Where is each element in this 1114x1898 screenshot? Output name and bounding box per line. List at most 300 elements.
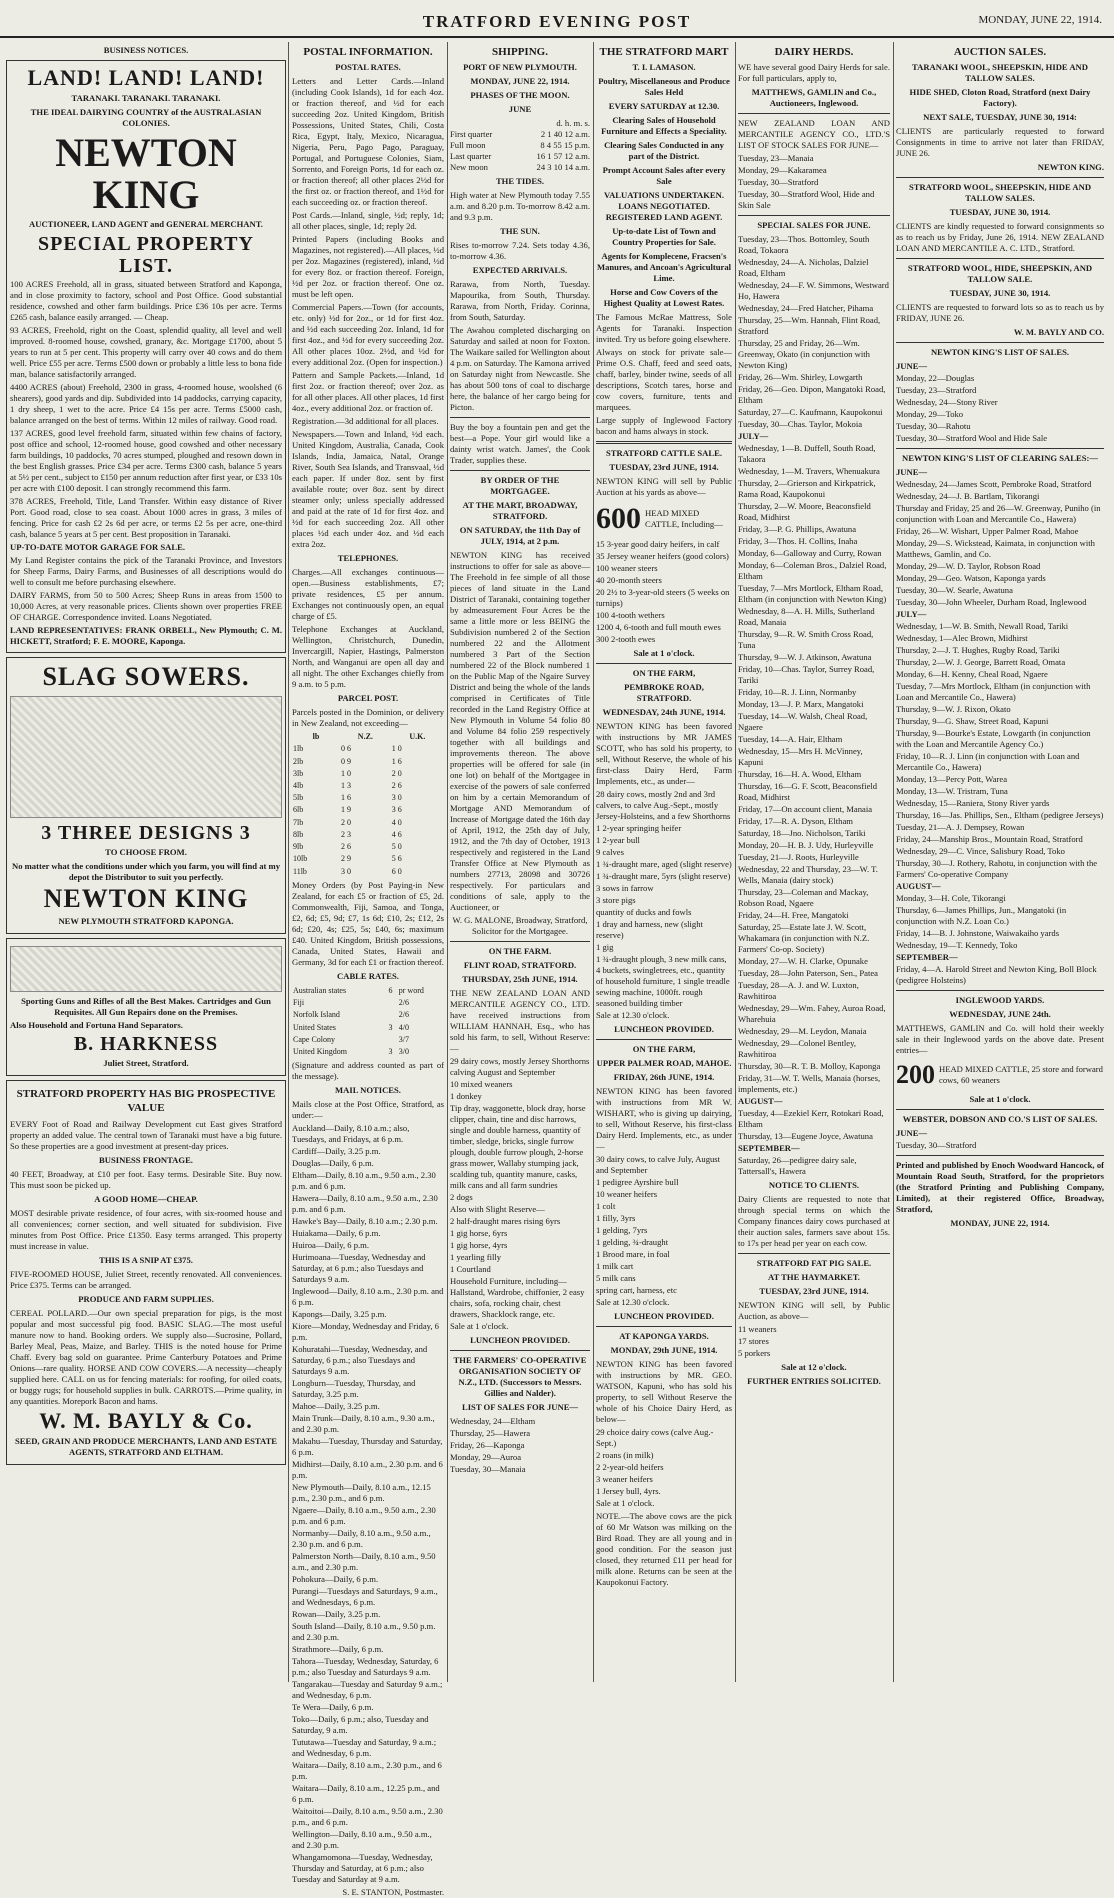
shipping-news: The Awahou completed discharging on Saturday and sailed at noon for Foxton. The Waikare sailed for Wellington about 4 p.m. on Saturday. The Kamona arrived on Saturday night from Newcastle. She has about 500 tons of coal to discharge here, the balance of her cargo being for Picton.	[450, 325, 590, 413]
moon-row	[450, 129, 590, 140]
table-cell: 1 6	[391, 756, 402, 766]
list-item: Sale at 12.30 o'clock.	[596, 1010, 670, 1021]
mail-item: Huiakama—Daily, 6 p.m.	[292, 1228, 381, 1239]
moon-cell: 2 1 40 12 a.m.	[540, 129, 590, 140]
sale-item: Monday, 22—Douglas	[896, 373, 975, 384]
list-item: 2 2-year-old heifers	[596, 1462, 664, 1473]
cable-row	[292, 1034, 444, 1046]
clearing-june-heading: JUNE—	[896, 467, 928, 478]
sale-item: Thursday, 23—Coleman and Mackay, Robson Road, Ngaere	[738, 887, 869, 909]
sale-item: Thursday, 25 and Friday, 26—Wm. Greenway, Okato (in conjunction with Newton King)	[738, 338, 870, 371]
july-sales	[896, 621, 1104, 880]
table-cell: 3	[388, 1022, 393, 1032]
webster-june: JUNE—	[896, 1128, 928, 1139]
mahoe-road: UPPER PALMER ROAD, MAHOE.	[596, 1058, 732, 1069]
divider	[450, 1350, 590, 1351]
list-item: 1 Brood mare, in foal	[596, 1249, 670, 1260]
mail-item: Douglas—Daily, 6 p.m.	[292, 1158, 374, 1169]
tides-text: High water at New Plymouth today 7.55 a.m. and 8.20 p.m. To-morrow 8.42 a.m. and 9.3 p.m.	[450, 190, 590, 223]
sale-item: Thursday, 2—J. T. Hughes, Rugby Road, Tariki	[896, 645, 1060, 656]
list-item: 3 weaner heifers	[596, 1474, 653, 1485]
farm-heading: ON THE FARM,	[632, 668, 696, 679]
parcel-row	[292, 866, 444, 878]
postal-title: POSTAL INFORMATION.	[303, 46, 433, 58]
gun-illustration	[10, 946, 282, 992]
sale-item: Friday, 10—R. J. Linn, Normanby	[738, 687, 857, 698]
sale-item: Tuesday, 4—Ezekiel Kerr, Rotokari Road, Eltham	[738, 1108, 884, 1130]
divider	[896, 1109, 1104, 1110]
june-sales	[896, 373, 1104, 444]
sale-item: Tuesday, 30—Chas. Taylor, Mokoia	[738, 419, 863, 430]
farmers-items	[450, 1416, 590, 1475]
mail-item: Wellington—Daily, 8.10 a.m., 9.50 a.m., and 2.30 p.m.	[292, 1829, 432, 1851]
sale-item: Tuesday, 30—Rahotu	[896, 421, 971, 432]
list-item: 1 ¾-draught mare, 5yrs (slight reserve)	[596, 871, 731, 882]
sale-item: Tuesday, 23—Manaia	[738, 153, 814, 164]
inglewood-yards: INGLEWOOD YARDS.	[955, 995, 1045, 1006]
auctioneer-subtitle: AUCTIONEER, LAND AGENT and GENERAL MERCHANT.	[29, 219, 263, 230]
sale-item: Thursday, 9—G. Shaw, Street Road, Kapuni	[896, 716, 1049, 727]
cable-row	[292, 985, 444, 997]
special-property-list-title: SPECIAL PROPERTY LIST.	[38, 233, 254, 278]
list-item: 1200 4, 6-tooth and full mouth ewes	[596, 622, 721, 633]
august-sales	[896, 893, 1104, 951]
table-cell: 7lb	[293, 817, 304, 827]
september-sales	[738, 1155, 890, 1177]
wool-heading-3: STRATFORD WOOL, HIDE, SHEEPSKIN, AND TALLOW SALE.	[907, 263, 1093, 285]
bayly-sub: SEED, GRAIN AND PRODUCE MERCHANTS, LAND AND ESTATE AGENTS, STRATFORD AND ELTHAM.	[14, 1435, 278, 1457]
list-item: 11 weaners	[738, 1324, 777, 1335]
cable-note: (Signature and address counted as part of the message).	[292, 1060, 444, 1082]
sale-item: Monday, 13—W. Tristram, Tuna	[896, 786, 1008, 797]
property-item: 93 ACRES, Freehold, right on the Coast, splendid quality, all level and well improved. 8-roomed house, cowshed, granary, &c. Mortgage £1700, about 5 years to run at 5 per cent. This property will carry over 40 cows and do them well. Price £55 per acre. Terms £500 down or probably a little less to bona fide man, balance satisfactorily arranged.	[10, 325, 282, 380]
cattle-date: TUESDAY, 23rd JUNE, 1914.	[609, 462, 719, 473]
clearing-heading: NEWTON KING'S LIST OF CLEARING SALES:—	[902, 453, 1098, 464]
table-cell: 1 0	[391, 744, 402, 754]
list-item: Also with Slight Reserve—	[450, 1204, 545, 1215]
divider	[450, 417, 590, 418]
luncheon: LUNCHEON PROVIDED.	[470, 1335, 570, 1346]
parcel-text: Parcels posted in the Dominion, or delivery in New Zealand, not exceeding—	[292, 707, 444, 729]
pig-intro: NEWTON KING will sell, by Public Auction, as above—	[738, 1300, 890, 1322]
hide-shed: HIDE SHED, Cloton Road, Stratford (next Dairy Factory).	[909, 87, 1091, 109]
mail-item: Toko—Daily, 6 p.m.; also, Tuesday and Saturday, 9 a.m.	[292, 1714, 429, 1736]
august-heading: AUGUST—	[896, 881, 941, 892]
column-business-notices	[6, 42, 286, 1682]
list-item: 29 choice dairy cows (calve Aug.-Sept.)	[596, 1427, 714, 1449]
sale-item: Tuesday, 30—Stratford	[896, 1140, 977, 1151]
september-heading: SEPTEMBER—	[896, 952, 958, 963]
sale-item: Thursday, 2—W. Moore, Beaconsfield Road, Midhirst	[738, 501, 871, 523]
mail-item: Tahora—Tuesday, Wednesday, Saturday, 6 p.m.; also Tuesday and Saturdays 9 a.m.	[292, 1656, 439, 1678]
parcel-row	[292, 768, 444, 780]
property-item: UP-TO-DATE MOTOR GARAGE FOR SALE.	[10, 542, 185, 553]
pig-sale-time: Sale at 12 o'clock.	[781, 1362, 847, 1373]
commercial-text: Commercial Papers.—Town (for accounts, etc. only) ½d for 2oz., or 1d for first 4oz. and ½d each succeeding 2oz. Inland, 1d for first 4oz., and ½d for every succeeding 2oz. All other places 10oz. 2½d, and ½d for every additional 2oz. (Open for inspection.)	[292, 302, 444, 368]
notice-heading: NOTICE TO CLIENTS.	[768, 1180, 860, 1191]
newton-king-property-ad	[6, 60, 286, 653]
table-cell: 3 0	[341, 866, 352, 876]
mart-location: AT THE MART, BROADWAY, STRATFORD.	[462, 500, 578, 522]
sale-item: Wednesday, 22 and Thursday, 23—W. T. Wells, Manaia (dairy stock)	[738, 864, 878, 886]
table-cell	[388, 997, 398, 1009]
sale-item: Tuesday, 14—A. Hair, Eltham	[738, 734, 843, 745]
cable-row	[292, 1009, 444, 1021]
sale-item: Wednesday, 8—A. H. Mills, Sutherland Road, Manaia	[738, 606, 875, 628]
parcel-heading: PARCEL POST.	[337, 693, 399, 704]
clients-2: CLIENTS are kindly requested to forward consignments so as to reach us by Friday, June 26, 1914. NEW ZEALAND LOAN AND MERCANTILE A. C. LTD., Stratford.	[896, 221, 1104, 254]
table-cell: 1 6	[341, 793, 352, 803]
list-item: 1 ¾-draught plough, 3 new milk cans, 4 buckets, swingletrees, etc., quantity of household furniture, 1 single treadle sewing machine, 1000ft. rough seasoned building timber	[596, 954, 730, 1009]
list-item: 29 dairy cows, mostly Jersey Shorthorns calving August and September	[450, 1056, 590, 1078]
nzla-sales	[738, 153, 890, 211]
table-cell: 2lb	[293, 756, 304, 766]
sale-item: Wednesday, 1—Alec Brown, Midhirst	[896, 633, 1028, 644]
slag-sowers-title: SLAG SOWERS.	[42, 662, 250, 692]
pig-date: TUESDAY, 23rd JUNE, 1914.	[759, 1286, 869, 1297]
list-item: 9 calves	[596, 847, 624, 858]
mail-item: Rowan—Daily, 3.25 p.m.	[292, 1609, 381, 1620]
table-cell: 2/6	[398, 998, 409, 1008]
list-item: 1 2-year bull	[596, 835, 640, 846]
table-cell: 4lb	[293, 781, 304, 791]
table-cell: 1lb	[293, 744, 304, 754]
list-item: Friday, 26—Kaponga	[450, 1440, 525, 1451]
good-home: A GOOD HOME—CHEAP.	[94, 1193, 198, 1204]
column-dairy-herds	[738, 42, 890, 1682]
list-item: Household Furniture, including—Hallstand, Wardrobe, chiffonier, 2 easy chairs, sofa, rocking chair, chest drawers, Shacklock range, etc.	[450, 1276, 585, 1320]
business-frontage: BUSINESS FRONTAGE.	[99, 1154, 193, 1165]
table-cell: 6	[388, 985, 393, 995]
inglewood-count-block	[896, 1058, 1104, 1091]
table-cell: 10lb	[293, 854, 308, 864]
prompt-sales: Prompt Account Sales after every Sale	[602, 165, 726, 187]
table-cell	[388, 1009, 398, 1021]
matthews-gamlin: MATTHEWS, GAMLIN and Co., Auctioneers, Inglewood.	[751, 87, 877, 109]
mail-item: Kohuratahi—Tuesday, Wednesday, and Saturday, 6 p.m.; also Tuesdays and Saturdays 9 a.m.	[292, 1344, 428, 1377]
table-cell: Fiji	[293, 998, 305, 1008]
sale-item: Thursday, 16—Jas. Phillips, Sen., Eltham (pedigree Jerseys)	[896, 810, 1104, 821]
shipping-date: MONDAY, JUNE 22, 1914.	[470, 76, 570, 87]
list-item: 3 sows in farrow	[596, 883, 654, 894]
moon-units: d. h. m. s.	[556, 118, 590, 129]
sale-item: Wednesday, 1—M. Travers, Whenuakura	[738, 466, 880, 477]
tides-heading: THE TIDES.	[495, 176, 545, 187]
table-cell: 3	[388, 1047, 393, 1057]
notice-text: Dairy Clients are requested to note that through special terms on which the Company finances dairy cows purchased at their auction sales, farmers save about 15s. to 17s per head per year on each cow.	[738, 1194, 890, 1249]
list-item: 1 pedigree Ayrshire bull	[596, 1177, 679, 1188]
parcel-table	[292, 731, 444, 878]
divider	[896, 1155, 1104, 1156]
list-item: quantity of ducks and fowls	[596, 907, 692, 918]
parcel-row	[292, 804, 444, 816]
mail-item: Kiore—Monday, Wednesday and Friday, 6 p.m.	[292, 1321, 439, 1343]
cable-table	[292, 985, 444, 1058]
slag-sower-illustration	[10, 696, 282, 818]
letters-text: Letters and Letter Cards.—Inland (including Cook Islands), 1d for each 4oz. or fraction thereof, and ½d for each succeeding 2oz. United Kingdom, British Possessions, United States, Chili, Costa Rica, Egypt, Italy, Mexico, Nicaragua, Nigeria, Peru, Pago Pago, Paraguay, Portugal, and Portuguese Colonies, Siam, Sorrento, and Foreign Ports, 1d for each oz. or fraction thereof; all other places 2½d for the first oz. or fraction thereof, and 1½d for each succeeding oz. or fraction thereof.	[292, 76, 444, 208]
cable-heading: CABLE RATES.	[337, 970, 399, 981]
table-cell: 11lb	[293, 866, 307, 876]
moon-cell: New moon	[450, 162, 488, 173]
slag-sowers-ad	[6, 657, 286, 934]
postal-rates: POSTAL RATES.	[335, 62, 401, 73]
further-entries: FURTHER ENTRIES SOLICITED.	[747, 1376, 881, 1387]
cattle-items	[596, 539, 732, 645]
property-list: Up-to-date List of Town and Country Properties for Sale.	[612, 226, 716, 248]
sale-item: Tuesday, 28—John Paterson, Sen., Patea	[738, 968, 878, 979]
flint-road: FLINT ROAD, STRATFORD.	[463, 960, 577, 971]
list-item: 1 gelding, ¾-draught	[596, 1237, 669, 1248]
divider	[896, 342, 1104, 343]
solicitor: W. G. MALONE, Broadway, Stratford, Solicitor for the Mortgagee.	[452, 915, 588, 937]
sale-item: Wednesday, 24—F. W. Simmons, Westward Ho, Hawera	[738, 280, 889, 302]
divider	[450, 941, 590, 942]
watson-note: NOTE.—The above cows are the pick of 60 Mr Watson was milking on the Bird Road. They are all young and in good condition. For the season just closed, they returned £11 per head for milk alone. Returns can be seen at the Kaupokonui Factory.	[596, 1511, 732, 1588]
list-item: 1 gig	[596, 942, 614, 953]
newspapers-text: Newspapers.—Town and Inland, ½d each. United Kingdom, Australia, Canada, Cook Islands, India, Jamaica, Natal, Orange River, South Sea Islands, and Transvaal, ½d each paper. If under 8oz. sent by first available route; over 8oz. sent by direct steamer only; unless specially addressed and paid at the rate of 1d for first 4oz. and ½d for each succeeding 2oz. All other places ½d each under 4oz. and ½d each extra 2oz.	[292, 429, 444, 550]
bayly-property-ad	[6, 1080, 286, 1464]
moon-cell: First quarter	[450, 129, 493, 140]
list-item: Sale at 1 o'clock.	[596, 1498, 655, 1509]
list-item: 2 half-draught mares rising 6yrs	[450, 1216, 561, 1227]
harkness-gun-ad	[6, 938, 286, 1076]
mail-item: Te Wera—Daily, 6 p.m.	[292, 1702, 374, 1713]
moon-cell: 24 3 10 14 a.m.	[536, 162, 590, 173]
list-item: 20 2½ to 3-year-old steers (5 weeks on turnips)	[596, 587, 730, 609]
table-cell: 2 0	[391, 768, 402, 778]
sale-item: Tuesday, 30—John Wheeler, Durham Road, Inglewood	[896, 597, 1087, 608]
sale-item: Saturday, 25—Estate late J. W. Scott, Whakamara (in conjunction with N.Z. Farmers' Co-op. Society)	[738, 922, 870, 955]
bayly-name: W. M. BAYLY & Co.	[39, 1407, 253, 1433]
divider	[738, 1253, 890, 1254]
mail-item: Purangi—Tuesdays and Saturdays, 9 a.m., and Wednesdays, 6 p.m.	[292, 1586, 438, 1608]
table-cell: 4/0	[398, 1022, 409, 1032]
section-heading: BUSINESS NOTICES.	[103, 45, 189, 55]
sale-item: Wednesday, 24—Stony River	[896, 397, 998, 408]
list-item: 100 4-tooth wethers	[596, 610, 665, 621]
special-sales-heading: SPECIAL SALES FOR JUNE.	[757, 220, 871, 231]
sale-item: Monday, 6—Coleman Bros., Dalziel Road, Eltham	[738, 560, 887, 582]
mail-item: Waitara—Daily, 8.10 a.m., 2.30 p.m., and 6 p.m.	[292, 1760, 442, 1782]
sale-item: Thursday, 30—J. Rothery, Rahotu, in conjunction with the Farmers' Co-operative Company	[896, 858, 1098, 880]
sale-item: Wednesday, 24—J. B. Bartlam, Tikorangi	[896, 491, 1040, 502]
sale-item: Monday, 20—H. B. J. Udy, Hurleyville	[738, 840, 874, 851]
newton-king-name: NEWTON KING	[55, 130, 237, 218]
newton-king-sign: NEWTON KING.	[1037, 162, 1104, 173]
mail-item: South Island—Daily, 8.10 a.m., 9.50 p.m. and 2.30 p.m.	[292, 1621, 436, 1643]
table-cell: 5 6	[391, 854, 402, 864]
haymarket: AT THE HAYMARKET.	[768, 1272, 860, 1283]
list-item: 3 store pigs	[596, 895, 636, 906]
table-cell	[388, 1034, 398, 1046]
valuations: VALUATIONS UNDERTAKEN. LOANS NEGOTIATED. REGISTERED LAND AGENT.	[603, 190, 725, 223]
sale-item: Wednesday, 29—Wm. Fahey, Auroa Road, Wharehuia	[738, 1003, 886, 1025]
slag-note: No matter what the conditions under which you farm, you will find at my depot the Distributor to suit you perfectly.	[11, 860, 280, 882]
list-item: 1 gig horse, 4yrs	[450, 1240, 508, 1251]
divider	[738, 215, 890, 216]
sale-item: Friday, 10—Chas. Taylor, Surrey Road, Tariki	[738, 664, 875, 686]
sale-item: Tuesday, 30—W. Searle, Awatuna	[896, 585, 1013, 596]
farmers-coop: THE FARMERS' CO-OPERATIVE ORGANISATION SOCIETY OF N.Z., LTD. (Successors to Messrs. Gillies and Nalder).	[453, 1355, 587, 1399]
moon-cell: Full moon	[450, 140, 486, 151]
sale-item: Tuesday, 28—A. J. and W. Luxton, Rawhitiroa	[738, 980, 859, 1002]
column-stratford-mart	[596, 42, 732, 1682]
cattle-count-block	[596, 500, 732, 538]
mail-list	[292, 1123, 444, 1885]
divider	[596, 441, 732, 444]
every-saturday: EVERY SATURDAY at 12.30.	[608, 101, 720, 112]
sale-item: Wednesday, 24—James Scott, Pembroke Road, Stratford	[896, 479, 1092, 490]
newton-king-name: NEWTON KING	[43, 883, 249, 913]
bayly-sign: W. M. BAYLY AND CO.	[1013, 327, 1104, 338]
moon-cell: Last quarter	[450, 151, 492, 162]
property-item: DAIRY FARMS, from 50 to 500 Acres; Sheep Runs in areas from 1500 to 10,000 Acres, at very reasonable prices. Clients shown over properties FREE OF CHARGE. Correspondence invited. Loans Negotiated.	[10, 590, 282, 623]
mortgagee-text: NEWTON KING has received instructions to offer for sale as above— The Freehold in fee simple of all those pieces of land situate in the Land District of Taranaki, containing together by admeasurement Four Acres be the same a little more or less BEING the Subdivision numbered 2 of the Section numbered 22 and the Allotment numbered 3 Part of the Section numbered 22 of the Block numbered 1 on the Public Map of the Ngaire Survey District and being the whole of the lands comprised in Certificates of Title recorded in the Land Registry Office at New Plymouth in Volume 54 folio 80 and Volume 84 folio 259 respectively together with all buildings and improvements thereon. The above properties will be offered for sale (in one lot) on behalf of the Mortgagee in exercise of the powers of sale conferred on him by a certain Memorandum of Mortgage AND Memorandum of Increase of Mortgage dated the 16th day of April, 1912, the 25th day of July, 1912, and the 7th day of October, 1913 respectively and registered in the Land Transfer Office at New Plymouth as numbers 27713, 28098 and 30726 respectively. For particulars and conditions of sale, apply to the Auctioneer, or	[450, 550, 590, 913]
list-item: 2 dogs	[450, 1192, 473, 1203]
list-item: 28 dairy cows, mostly 2nd and 3rd calvers, to calve Aug.-Sept., mostly Jersey-Holsteins, and a few Shorthorns	[596, 789, 731, 822]
list-item: 15 3-year good dairy heifers, in calf	[596, 539, 720, 550]
column-rule	[735, 42, 736, 1682]
table-cell: 3 0	[391, 793, 402, 803]
arrivals-heading: EXPECTED ARRIVALS.	[472, 265, 568, 276]
table-cell: 2 6	[341, 842, 352, 852]
list-item: 5 porkers	[738, 1348, 771, 1359]
sale-item: Wednesday, 1—W. B. Smith, Newall Road, Tariki	[896, 621, 1069, 632]
sun-text: Rises to-morrow 7.24. Sets today 4.36, to-morrow 4.36.	[450, 240, 590, 262]
divider	[896, 258, 1104, 259]
webster-heading: WEBSTER, DOBSON AND CO.'S LIST OF SALES.	[902, 1114, 1098, 1125]
scott-text: NEWTON KING has been favored with instructions by MR JAMES SCOTT, who has sold his property, to sell, Without Reserve, the whole of his first-class Dairy Herd, Farm Implements, etc., as under—	[596, 721, 732, 787]
arrivals-text: Rarawa, from North, Tuesday. Mapourika, from South, Thursday. Rarawa, from North, Friday. Corinna, from South, Saturday.	[450, 279, 590, 323]
list-item: 1 gelding, 7yrs	[596, 1225, 648, 1236]
sale-item: Friday, 31—W. T. Wells, Manaia (horses, implements, etc.)	[738, 1073, 881, 1095]
list-item: 100 weaner steers	[596, 563, 658, 574]
july-heading: JULY—	[896, 609, 927, 620]
separators-text: Also Household and Fortuna Hand Separators.	[10, 1020, 183, 1031]
sale-item: Wednesday, 24—Fred Hatcher, Pihama	[738, 303, 874, 314]
sale-item: Tuesday, 7—Mrs Mortlock, Eltham (in conjunction with Loan and Mercantile Co., Hawera)	[896, 681, 1091, 703]
clearing-2: Clearing Sales Conducted in any part of the District.	[604, 140, 724, 162]
mail-item: Palmerston North—Daily, 8.10 a.m., 9.50 a.m., and 2.30 p.m.	[292, 1551, 436, 1573]
fountain-pen-ad: Buy the boy a fountain pen and get the best—a Pope. Your girl would like a dainty wrist watch. James', the Cook Trader, supplies these.	[450, 422, 590, 466]
table-cell: pr word	[398, 985, 424, 995]
inglewood-count: 200	[896, 1060, 935, 1090]
mail-item: Makahu—Tuesday, Thursday and Saturday, 6 p.m.	[292, 1436, 443, 1458]
snip-text: FIVE-ROOMED HOUSE, Juliet Street, recently renovated. All conveniences. Price £375. Terms can be arranged.	[10, 1268, 282, 1290]
sale-item: Friday, 4—A. Harold Street and Newton King, Boll Block (pedigree Holsteins)	[896, 964, 1097, 986]
thursday-date: THURSDAY, 25th JUNE, 1914.	[462, 974, 578, 985]
money-orders-text: Money Orders (by Post Paying-in New Zealand, for each £5 or fraction of £5, 2d. Commonwealth, Fiji, Samoa, and Tonga, £2, 6d; £5, 9d; £7, 1s 6d; £10, 2s; £12, 2s 6d; £20, 4s; £25, 5s; £40, 6s; maximum £40. United Kingdom, British possessions, Canada, United States, Hawaii and Germany, 3d for each £1 or fraction thereof.	[292, 879, 444, 967]
sale-item: Wednesday, 29—Colonel Bentley, Rawhitiroa	[738, 1038, 857, 1060]
property-value-title: STRATFORD PROPERTY HAS BIG PROSPECTIVE VALUE	[16, 1088, 276, 1115]
matthews-text: MATTHEWS, GAMLIN and Co. will hold their weekly sale in their Inglewood yards on the above date. Present entries—	[896, 1023, 1104, 1056]
list-item: 1 dray and harness, new (slight reserve)	[596, 919, 703, 941]
sale-item: Monday, 13—Percy Pott, Warea	[896, 774, 1008, 785]
issue-date: MONDAY, JUNE 22, 1914.	[978, 14, 1102, 26]
table-cell: Australian states	[293, 985, 347, 995]
snip: THIS IS A SNIP AT £375.	[99, 1254, 193, 1265]
list-item: Tuesday, 30—Manaia	[450, 1464, 526, 1475]
mail-item: New Plymouth—Daily, 8.10 a.m., 12.15 p.m., 2.30 p.m., and 6 p.m.	[292, 1482, 431, 1504]
inglewood-count-text: HEAD MIXED CATTLE, 25 store and forward cows, 60 weaners	[939, 1063, 1103, 1085]
list-item: spring cart, harness, etc	[596, 1285, 677, 1296]
sale-item: Wednesday, 24—A. Nicholas, Dalziel Road, Eltham	[738, 257, 869, 279]
wishart-text: NEWTON KING has been favored with instructions from MR W. WISHART, who is giving up dairying, to sell, Without Reserve, his first-class Dairy Herd. Implements, etc., as under—	[596, 1086, 732, 1152]
cable-row	[292, 997, 444, 1009]
clients-1: CLIENTS are particularly requested to forward Consignments in time to arrive not later than FRIDAY, JUNE 26.	[896, 126, 1104, 159]
luncheon: LUNCHEON PROVIDED.	[614, 1024, 714, 1035]
stock: Always on stock for private sale—Prime O.S. Chaff, feed and seed oats, chaff, barley, binder twine, seeds of all descriptions, Scotch tares, horse and cow covers, furniture, tents and marquees.	[596, 347, 732, 413]
sale-item: Tuesday, 23—Thos. Bottomley, South Road, Tokaora	[738, 234, 870, 256]
pembroke-road: PEMBROKE ROAD, STRATFORD.	[624, 682, 704, 704]
special-sales	[738, 234, 890, 430]
wool-date-2: TUESDAY, JUNE 30, 1914.	[949, 207, 1051, 218]
divider	[738, 113, 890, 114]
list-item: 1 2-year springing heifer	[596, 823, 682, 834]
cattle-count-text: HEAD MIXED CATTLE, Including—	[645, 508, 723, 530]
column-auction-sales	[896, 42, 1104, 1682]
mail-item: Whangamomona—Tuesday, Wednesday, Thursday and Saturday, at 6 p.m.; also Tuesday and Saturday at 9 a.m.	[292, 1852, 433, 1885]
divider	[450, 470, 590, 471]
mail-item: Waitara—Daily, 8.10 a.m., 12.25 p.m., and 6 p.m.	[292, 1783, 440, 1805]
patterns-text: Pattern and Sample Packets.—Inland, 1d first 2oz. or fraction thereof; over 2oz. as for all other places. All other places, 1d first 4oz., every additional 2oz. or fraction of.	[292, 370, 444, 414]
column-shipping	[450, 42, 590, 1682]
list-item: Sale at 1 o'clock.	[450, 1321, 509, 1332]
column-rule	[447, 42, 448, 1682]
sale-item: Friday, 17—On account client, Manaia	[738, 804, 873, 815]
land-representatives: LAND REPRESENTATIVES: FRANK ORBELL, New Plymouth; C. M. HICKETT, Stratford; F. E. MOORE, Kaponga.	[10, 625, 282, 647]
table-cell: 4 0	[391, 817, 402, 827]
column-rule	[288, 42, 289, 1682]
list-item: 1 donkey	[450, 1091, 482, 1102]
cattle-sale: STRATFORD CATTLE SALE.	[606, 448, 722, 459]
table-cell: 0 6	[341, 744, 352, 754]
table-cell: 2 6	[391, 781, 402, 791]
ideal-country-line: THE IDEAL DAIRYING COUNTRY of the AUSTRALASIAN COLONIES.	[30, 107, 262, 129]
divider	[596, 1326, 732, 1327]
property-item: 137 ACRES, good level freehold farm, situated within few chains of factory, post office and school, 12-roomed house, good cowshed and other necessary farm buildings, 10 paddocks, 70 acres stumped, ploughed and resown down in the best English grasses. Price £34 per acre. Terms £300 cash, balance 5 years at 5½ per cent., subject to £150 per annum reduction after first year, or £33 10s per acre with £100 deposit. I can strongly recommend this farm.	[10, 428, 282, 494]
sale-item: Saturday, 26—pedigree dairy sale, Tattersall's, Hawera	[738, 1155, 857, 1177]
list-item: 2 roans (in milk)	[596, 1450, 654, 1461]
sale-item: Wednesday, 19—T. Kennedy, Toko	[896, 940, 1018, 951]
list-item: 30 dairy cows, to calve July, August and September	[596, 1154, 721, 1176]
mail-item: Kapongs—Daily, 3.25 p.m.	[292, 1309, 387, 1320]
nzla-text: THE NEW ZEALAND LOAN AND MERCANTILE AGENCY CO., LTD. have received instructions from WILLIAM HANNAH, Esq., who has sold his farm, to sell, Without Reserve:—	[450, 988, 590, 1054]
nk-list-heading: NEWTON KING'S LIST OF SALES.	[930, 347, 1070, 358]
mart-title: THE STRATFORD MART	[599, 46, 729, 58]
mattress: The Famous McRae Mattress, Sole Agents for Taranaki. Inspection invited. Try us before going elsewhere.	[596, 312, 732, 345]
list-item: Tip dray, waggonette, block dray, horse clipper, chain, tine and disc harrows, single and double harness, quantity of timber, sledge, bricks, single furrow plough, double furrow plough, 2-horse grass mower, Wallaby stumping jack, scalding tub, quantity manure, casks, milk cans and all farm sundries	[450, 1103, 586, 1191]
list-item: 17 stores	[738, 1336, 769, 1347]
sale-item: Friday, 26—W. Wishart, Upper Palmer Road, Mahoe	[896, 526, 1079, 537]
sale-item: Friday, 14—B. J. Johnstone, Waiwakaiho yards	[896, 928, 1060, 939]
mail-item: Waitoitoi—Daily, 8.10 a.m., 9.50 a.m., 2.30 p.m., and 6 p.m.	[292, 1806, 443, 1828]
sale-item: Monday, 29—Kakaramea	[738, 165, 827, 176]
sale-item: Friday, 24—Manship Bros., Mountain Road, Stratford	[896, 834, 1083, 845]
masthead	[0, 0, 1114, 38]
imprint: Printed and published by Enoch Woodward Hancock, of Mountain Road South, Stratford, for the proprietors (the Stratford Printing and Publishing Company, Limited), at their registered Office, Broadway, Stratford,	[896, 1160, 1104, 1215]
divider	[896, 177, 1104, 178]
clients-3: CLIENTS are requested to forward lots so as to reach us by FRIDAY, JUNE 26.	[896, 302, 1104, 324]
sale-item: Thursday, 9—R. W. Smith Cross Road, Tuna	[738, 629, 874, 651]
list-item: 10 mixed weaners	[450, 1079, 513, 1090]
property-value-text: EVERY Foot of Road and Railway Development cut East gives Stratford property an added value. The central town of Taranaki must have a big future. So these properties are a good investment at present-day prices.	[10, 1118, 282, 1151]
sale-item: Thursday, 25—Wm. Hannah, Flint Road, Stratford	[738, 315, 881, 337]
farmers-list-heading: LIST OF SALES FOR JUNE—	[461, 1402, 579, 1413]
imprint-date: MONDAY, JUNE 22, 1914.	[950, 1218, 1050, 1229]
sale-item: Wednesday, 29—M. Leydon, Manaia	[738, 1026, 867, 1037]
branch-towns: NEW PLYMOUTH STRATFORD KAPONGA.	[58, 916, 234, 927]
